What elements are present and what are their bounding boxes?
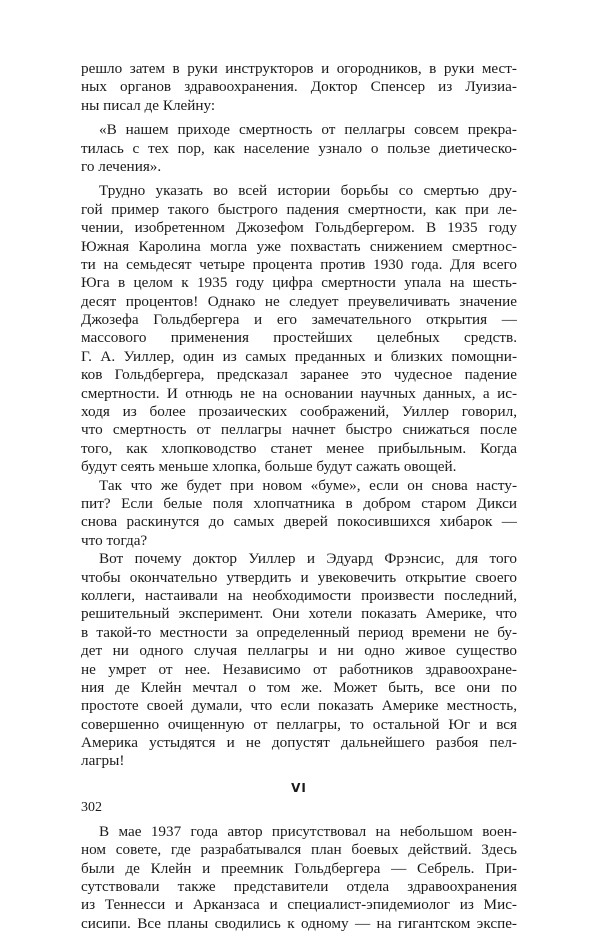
chapter-numeral: VI: [291, 780, 307, 795]
text-line: совершенно очищенную от пеллагры, то остальной Юг и вся: [81, 715, 517, 733]
text-line: В мае 1937 года автор присутствовал на небольшом воен-: [99, 822, 517, 840]
text-line: Г. А. Уиллер, один из самых преданных и близких помощни-: [81, 347, 517, 365]
text-line: Южная Каролина могла уже похвастать снижением смертнос-: [81, 237, 517, 255]
text-line: гой пример такого быстрого падения смертности, как при ле-: [81, 200, 517, 218]
text-line: «В нашем приходе смертность от пеллагры совсем прекра-: [99, 121, 517, 139]
text-line: из Теннесси и Арканзаса и специалист-эпидемиолог из Мис-: [81, 896, 517, 914]
text-line: были де Клейн и преемник Гольдбергера — Себрель. При-: [81, 859, 517, 877]
page-body: [81, 60, 517, 933]
text-line: ния де Клейн мечтал о том же. Может быть, все они по: [81, 678, 517, 696]
text-line: ном совете, где разрабатывался план боевых действий. Здесь: [81, 841, 517, 859]
text-line: смертности. И отнюдь не на основании научных данных, а ис-: [81, 384, 517, 402]
paragraph: [81, 182, 517, 476]
text-line: Юга в целом к 1935 году цифра смертности упала на шесть-: [81, 274, 517, 292]
text-line: Трудно указать во всей истории борьбы со смертью дру-: [99, 182, 517, 200]
text-line: ходя из более прозаических соображений, Уиллер говорил,: [81, 403, 517, 421]
text-line: Америка устыдятся и не допустят дальнейшего разбоя пел-: [81, 734, 517, 752]
text-line: дет ни одного случая пеллагры и ни одно живое существо: [81, 642, 517, 660]
text-line: не умрет от нее. Независимо от работников здравоохране-: [81, 660, 517, 678]
text-line: в такой-то местности за определенный период времени не бу-: [81, 623, 517, 641]
text-line: Джозефа Гольдбергера и его замечательного открытия —: [81, 311, 517, 329]
text-line: того, как хлопководство станет менее прибыльным. Когда: [81, 439, 517, 457]
text-line: ны писал де Клейну:: [81, 96, 216, 114]
text-line: что смертность от пеллагры начнет быстро снижаться после: [81, 421, 517, 439]
text-line: десят процентов! Однако не следует преувеличивать значение: [81, 292, 517, 310]
text-line: ных органов здравоохранения. Доктор Спенсер из Луизиа-: [81, 78, 517, 96]
text-line: пит? Если белые поля хлопчатника в добром старом Дикси: [81, 494, 517, 512]
paragraph: [81, 477, 517, 551]
text-line: чении, изобретенном Джозефом Гольдбергером. В 1935 году: [81, 219, 517, 237]
text-line: тилась с тех пор, как население узнало о пользе диетическо-: [81, 139, 517, 157]
text-line: Так что же будет при новом «буме», если он снова насту-: [99, 476, 517, 494]
text-line: снова раскинутся до самых дверей покосившихся хибарок —: [81, 513, 517, 531]
text-line: го лечения».: [81, 157, 162, 175]
text-line: решло затем в руки инструкторов и огородников, в руки мест-: [81, 60, 517, 77]
text-line: ков Гольдбергера, предсказал заранее это чудесное падение: [81, 366, 517, 384]
text-line: ти на семьдесят четыре процента против 1930 года. Для всего: [81, 255, 517, 273]
text-line: что тогда?: [81, 531, 148, 549]
paragraph: [81, 823, 517, 933]
text-line: решительный эксперимент. Они хотели показать Америке, что: [81, 605, 517, 623]
quote-paragraph: [81, 121, 517, 176]
text-line: лагры!: [81, 752, 125, 770]
text-line: коллеги, настаивали на необходимости произвести последний,: [81, 586, 517, 604]
text-line: Вот почему доктор Уиллер и Эдуард Фрэнсис, для того: [99, 550, 517, 568]
paragraph: [81, 550, 517, 771]
page-number: 302: [81, 800, 102, 815]
text-line: сутствовали также представители отдела здравоохранения: [81, 878, 517, 896]
text-line: чтобы окончательно утвердить и увековечить открытие своего: [81, 568, 517, 586]
paragraph: [81, 60, 517, 115]
text-line: сисипи. Все планы сводились к одному — на гигантском экспе-: [81, 914, 517, 932]
text-line: будут сеять меньше хлопка, больше будут сажать овощей.: [81, 458, 457, 476]
text-line: массового применения простейших целебных средств.: [81, 329, 517, 347]
text-line: простоте своей думали, что если показать Америке местность,: [81, 697, 517, 715]
